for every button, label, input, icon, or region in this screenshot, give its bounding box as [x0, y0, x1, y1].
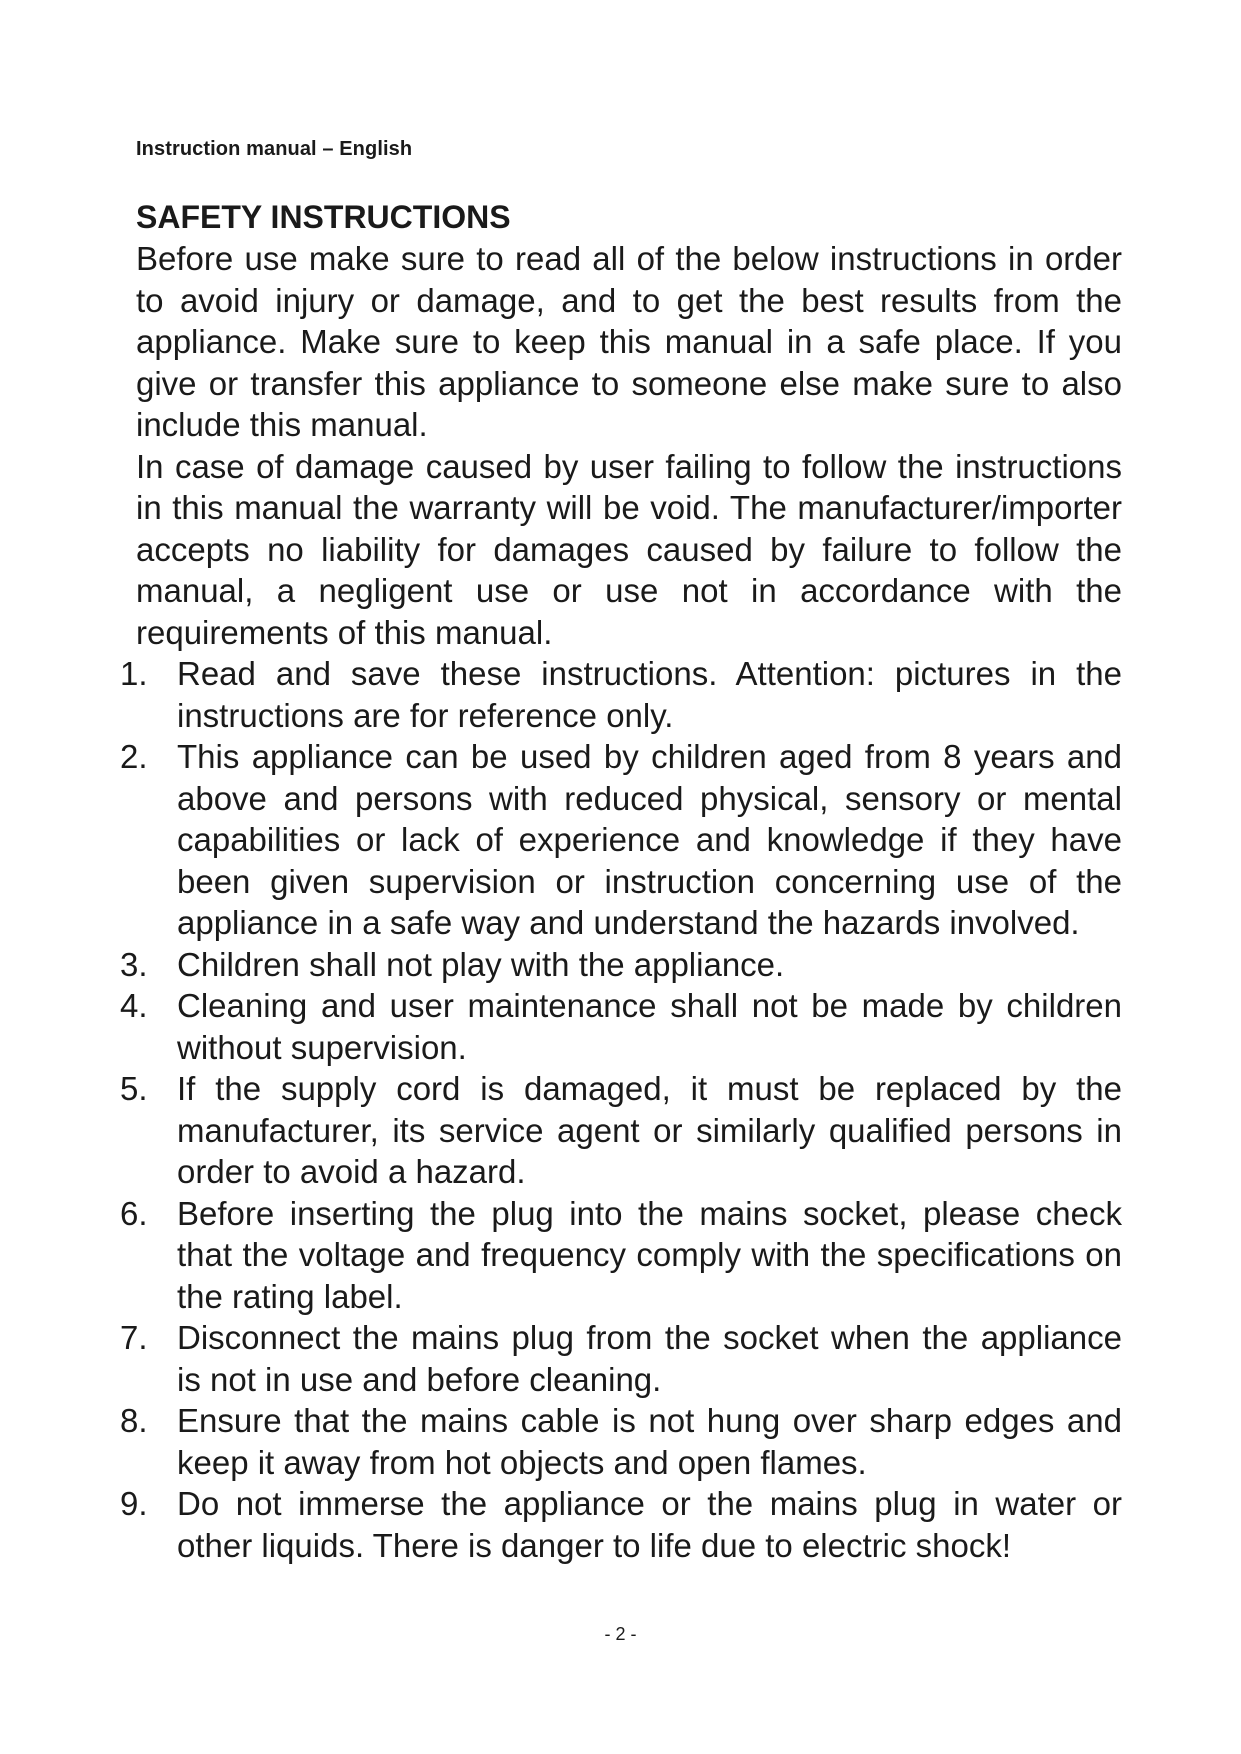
item-number: 7.: [120, 1319, 148, 1356]
intro-text: [136, 238, 1122, 653]
item-number: 4.: [120, 987, 148, 1024]
page-number: - 2 -: [604, 1624, 637, 1644]
item-text: Ensure that the mains cable is not hung over sharp edges and keep it away from hot objects and open flames.: [177, 1402, 1122, 1481]
list-item: [120, 1068, 1122, 1193]
item-number: 5.: [120, 1070, 148, 1107]
item-text: Cleaning and user maintenance shall not be made by children without supervision.: [177, 987, 1122, 1066]
item-number: 2.: [120, 738, 148, 775]
intro-paragraph: In case of damage caused by user failing to follow the instructions in this manual the warranty will be void. The manufacturer/importer accepts no liability for damages caused by failure to follow the manual, a negligent use or use not in accordance with the requirements of this manual.: [136, 447, 1122, 651]
intro-paragraph: Before use make sure to read all of the below instructions in order to avoid injury or damage, and to get the best results from the appliance. Make sure to keep this manual in a safe place. If you give or transfer this appliance to someone else make sure to also include this manual.: [136, 240, 1122, 443]
item-number: 9.: [120, 1485, 148, 1522]
section-title: SAFETY INSTRUCTIONS: [136, 199, 511, 235]
item-number: 6.: [120, 1194, 148, 1232]
item-text: If the supply cord is damaged, it must be replaced by the manufacturer, its service agent or similarly qualified persons in order to avoid a hazard.: [177, 1070, 1122, 1190]
list-item: [120, 1193, 1122, 1318]
item-text: Before inserting the plug into the mains socket, please check that the voltage and frequency comply with the specifications on the rating label.: [177, 1194, 1122, 1315]
item-text: Disconnect the mains plug from the socket when the appliance is not in use and before cleaning.: [177, 1319, 1122, 1398]
list-item: [120, 653, 1122, 736]
list-item: [120, 1400, 1122, 1483]
list-item: [120, 944, 1122, 986]
list-item: [120, 1483, 1122, 1566]
item-number: 3.: [120, 945, 148, 983]
item-text: Children shall not play with the appliance.: [177, 945, 785, 983]
safety-instruction-list: [120, 653, 1122, 1566]
list-item: [120, 736, 1122, 944]
main-content: [120, 196, 1122, 1566]
list-item: [120, 1317, 1122, 1400]
item-number: 1.: [120, 655, 148, 692]
list-item: [120, 985, 1122, 1068]
item-text: Read and save these instructions. Attention: pictures in the instructions are for reference only.: [177, 655, 1122, 734]
manual-header: Instruction manual – English: [136, 138, 413, 160]
item-text: Do not immerse the appliance or the mains plug in water or other liquids. There is danger to life due to electric shock!: [177, 1485, 1122, 1564]
item-text: This appliance can be used by children aged from 8 years and above and persons with reduced physical, sensory or mental capabilities or lack of experience and knowledge if they have been given supervision or instruction concerning use of the appliance in a safe way and understand the hazards involved.: [177, 738, 1122, 941]
item-number: 8.: [120, 1402, 148, 1439]
